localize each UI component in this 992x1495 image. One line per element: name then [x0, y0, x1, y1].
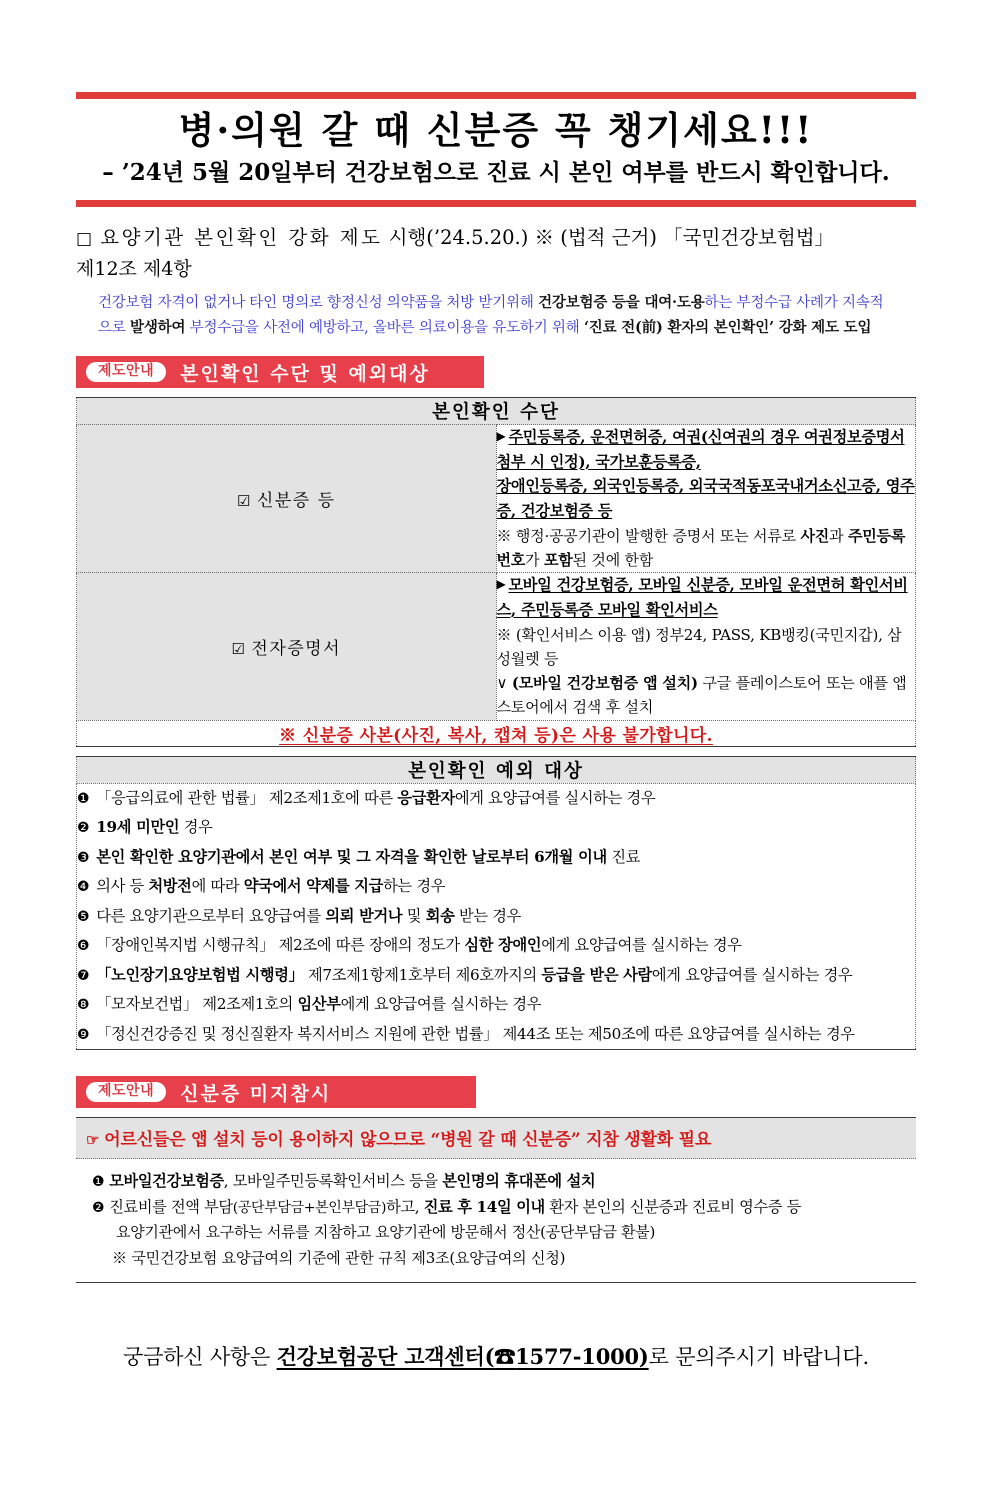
item-post: 제7조제1항제1호부터 제6호까지의: [303, 965, 542, 984]
item-post: 에게 요양급여를 실시하는 경우: [454, 788, 656, 807]
banner1-pill-label: 제도안내: [86, 362, 166, 382]
item-pre: 다른 요양기관으로부터 요양급여를: [96, 906, 326, 925]
ecert-note2-prefix: ∨: [496, 674, 512, 693]
list-item: [77, 813, 915, 842]
list-item: [77, 1020, 915, 1049]
list-item: [92, 1194, 910, 1220]
no-id-notice-box: [76, 1117, 916, 1283]
item-number: ❾: [77, 1026, 90, 1043]
item-bold: 의뢰 받거나: [325, 906, 403, 925]
item-post: 에 따라: [191, 877, 244, 896]
banner-no-id-case: [76, 1076, 476, 1108]
id-list-line2: 장애인등록증, 외국인등록증, 외국국적동포국내거소신고증, 영주증, 건강보험증 등: [496, 477, 915, 521]
exceptions-table-header: 본인확인 예외 대상: [77, 756, 916, 783]
copy-warning-cell: [77, 720, 916, 746]
verification-means-table: [76, 397, 916, 747]
item-bold: 심한 장애인: [464, 936, 542, 955]
document-page: [0, 92, 992, 1495]
notice2-line2: 요양기관에서 요구하는 서류를 지참하고 요양기관에 방문해서 정산(공단부담금 환불): [116, 1223, 656, 1242]
item-number: ❹: [77, 879, 90, 896]
triangle-bullet-icon: ▶: [496, 577, 506, 592]
intro-para-part1: 건강보험 자격이 없거나 타인 명의로 향정신성 의약품을 처방 받기위해: [98, 295, 539, 312]
means-row-ecert-label: [77, 573, 497, 720]
id-note-line: [497, 524, 916, 573]
notice2-post: 환자 본인의 신분증과 진료비 영수증 등: [544, 1198, 801, 1217]
table-row: [77, 425, 916, 573]
notice-body: [76, 1159, 916, 1282]
item-bold: 응급환자: [397, 788, 455, 807]
intro-heading: 요양기관 본인확인 강화 제도: [100, 226, 383, 250]
telephone-icon: ☎: [494, 1343, 516, 1369]
footer-contact-link[interactable]: [277, 1344, 649, 1369]
intro-paragraph: [76, 283, 916, 340]
intro-heading-tail: 시행(’24.5.20.) ※ (법적 근거) 「국민건강보험법」: [388, 226, 835, 250]
item-bold: 임산부: [297, 995, 341, 1014]
banner2-pill-label: 제도안내: [86, 1082, 166, 1102]
ecert-bullet-line1: [497, 573, 916, 622]
list-item: [77, 931, 915, 960]
footer-prefix: 궁금하신 사항은: [123, 1344, 277, 1369]
item-post2: 받는 경우: [454, 906, 521, 925]
title-top-rule: [76, 92, 916, 99]
ecert-note-line2: [497, 671, 916, 720]
item-post2: 에게 요양급여를 실시하는 경우: [651, 965, 853, 984]
intro-para-part4: 부정수급을 사전에 예방하고, 올바른 의료이용을 유도하기 위해: [185, 319, 584, 336]
item-number: ❼: [77, 967, 90, 984]
list-item: [77, 872, 915, 901]
id-note-bold3: 포함: [543, 551, 573, 570]
table-row: [77, 720, 916, 746]
page-title: 병·의원 갈 때 신분증 꼭 챙기세요!!!: [178, 108, 814, 152]
list-item: [92, 1168, 910, 1194]
notice1-mid: , 모바일주민등록확인서비스 등을: [223, 1172, 443, 1191]
notice1-bold2: 본인명의 휴대폰에 설치: [442, 1172, 596, 1191]
ecert-note2-bold: (모바일 건강보험증 앱 설치): [511, 674, 698, 693]
table-row: [77, 573, 916, 720]
checked-checkbox-icon: ☑: [231, 640, 247, 659]
means-row-id-label: [77, 425, 497, 573]
item-pre: 「정신건강증진 및 정신질환자 복지서비스 지원에 관한 법률」 제44조 또는 제50조에 따른 요양급여를 실시하는 경우: [96, 1024, 855, 1043]
intro-section: [76, 207, 916, 340]
id-bullet-line2: [497, 474, 916, 523]
means-row-ecert-content: [496, 573, 916, 720]
item-bold: 19세 미만인: [96, 818, 180, 837]
item-post2: 하는 경우: [383, 877, 446, 896]
item-pre: 「응급의료에 관한 법률」 제2조제1호에 따른: [96, 788, 398, 807]
item-number: ❺: [77, 908, 90, 925]
table-header-row: [77, 398, 916, 425]
exceptions-list: [77, 783, 916, 1049]
ecert-list-line1: 모바일 건강보험증, 모바일 신분증, 모바일 운전면허 확인서비스, 주민등록증 모바일 확인서비스: [496, 576, 908, 619]
item-pre: 「모자보건법」 제2조제1호의: [96, 995, 298, 1014]
intro-para-part2: 하는 부정수급 사례가 지속적: [704, 295, 884, 312]
footer-contact-line: [76, 1283, 916, 1371]
item-bold2: 등급을 받은 사람: [541, 965, 652, 984]
notice2-paren: (공단부담금+본인부담금): [232, 1200, 387, 1217]
footer-link-pre: 건강보험공단 고객센터(: [276, 1343, 495, 1369]
page-subtitle: – ’24년 5월 20일부터 건강보험으로 진료 시 본인 여부를 반드시 확인합니다.: [102, 159, 890, 187]
item-number: ❸: [77, 849, 90, 866]
item-bold: 처방전: [148, 877, 192, 896]
banner1-title: 본인확인 수단 및 예외대상: [180, 362, 430, 385]
ecert-note-line1: ※ (확인서비스 이용 앱) 정부24, PASS, KB뱅킹(국민지갑), 삼성월렛 등: [496, 625, 902, 668]
table-header-row: [77, 756, 916, 783]
item-post: 및: [402, 906, 426, 925]
item-pre: 「장애인복지법 시행규칙」 제2조에 따른 장애의 정도가: [96, 936, 465, 955]
means-row-id-label-text: 신분증 등: [256, 491, 336, 512]
item-post: 에게 요양급여를 실시하는 경우: [541, 936, 742, 955]
notice2-bold: 진료 후 14일 이내: [423, 1198, 545, 1217]
item-number: ❷: [77, 820, 90, 837]
means-row-id-content: [496, 425, 916, 573]
id-note-bold2: 주민등록번호: [496, 526, 906, 570]
verification-exceptions-table: [76, 756, 916, 1050]
item-bold: 「노인장기요양보험법 시행령」: [96, 965, 304, 984]
intro-para-bold1: 건강보험증 등을 대여·도용: [538, 294, 705, 312]
item-pre: 의사 등: [96, 877, 149, 896]
id-note-prefix: ※ 행정·공공기관이 발행한 증명서 또는 서류로: [496, 526, 801, 545]
copy-warning-text: ※ 신분증 사본(사진, 복사, 캡쳐 등)은 사용 불가합니다.: [279, 725, 713, 746]
means-table-header: 본인확인 수단: [77, 398, 916, 425]
list-item: [77, 784, 915, 813]
footer-suffix: 로 문의주시기 바랍니다.: [648, 1344, 869, 1369]
notice-header: [76, 1118, 916, 1159]
intro-para-bold3: ‘진료 전(前) 환자의 본인확인’ 강화 제도 도입: [583, 318, 872, 336]
table-row: [77, 783, 916, 1049]
triangle-bullet-icon: ▶: [496, 429, 506, 444]
checked-checkbox-icon: ☑: [236, 492, 252, 511]
list-item: [77, 902, 915, 931]
item-bold: 본인 확인한 요양기관에서 본인 여부 및 그 자격을 확인한 날로부터 6개월 이내: [96, 847, 607, 866]
notice-reference: ※ 국민건강보험 요양급여의 기준에 관한 규칙 제3조(요양급여의 신청): [112, 1249, 566, 1268]
title-bottom-rule: [76, 200, 916, 207]
means-row-ecert-label-text: 전자증명서: [251, 639, 342, 660]
id-note-mid: 과: [829, 526, 848, 545]
pointing-hand-icon: ☞: [86, 1131, 100, 1150]
item-post: 에게 요양급여를 실시하는 경우: [340, 995, 542, 1014]
item-number: ❶: [77, 790, 90, 807]
list-item: [77, 961, 915, 990]
ecert-note2-suffix: 구글 플레이스토어 또는 애플 앱스토어에서 검색 후 설치: [496, 674, 907, 717]
id-note-bold1: 사진: [800, 526, 830, 545]
intro-para-part3: 으로: [98, 319, 131, 336]
banner-means-and-exceptions: [76, 356, 484, 388]
item-bold2: 회송: [425, 906, 455, 925]
banner2-title: 신분증 미지참시: [180, 1082, 332, 1105]
list-item: [77, 990, 915, 1019]
id-note-suffix: 된 것에 한함: [572, 551, 654, 570]
empty-checkbox-icon: □: [76, 229, 95, 250]
item-number: ❷: [92, 1200, 105, 1217]
item-bold2: 약국에서 약제를 지급: [243, 877, 384, 896]
id-bullet-line1: [497, 425, 916, 474]
notice2-mid: 하고,: [386, 1198, 424, 1217]
intro-para-bold2: 발생하여: [130, 318, 186, 336]
notice2-pre: 진료비를 전액 부담: [109, 1198, 233, 1217]
item-number: ❶: [92, 1174, 105, 1191]
item-post: 경우: [179, 818, 213, 837]
item-number: ❽: [77, 997, 90, 1014]
intro-heading-line: [76, 223, 916, 253]
id-list-line1: 주민등록증, 운전면허증, 여권(신여권의 경우 여권정보증명서 첨부 시 인정), 국가보훈등록증,: [496, 428, 905, 471]
footer-phone-number: 1577-1000): [515, 1343, 649, 1369]
notice1-bold1: 모바일건강보험증: [109, 1172, 224, 1191]
id-note-mid2: 가: [525, 551, 544, 570]
list-item: [77, 843, 915, 872]
notice-header-text: ☞ 어르신들은 앱 설치 등이 용이하지 않으므로 “병원 갈 때 신분증” 지참 생활화 필요: [86, 1130, 712, 1151]
intro-heading-line2: 제12조 제4항: [76, 257, 192, 280]
item-number: ❻: [77, 938, 90, 955]
item-post: 진료: [606, 847, 641, 866]
